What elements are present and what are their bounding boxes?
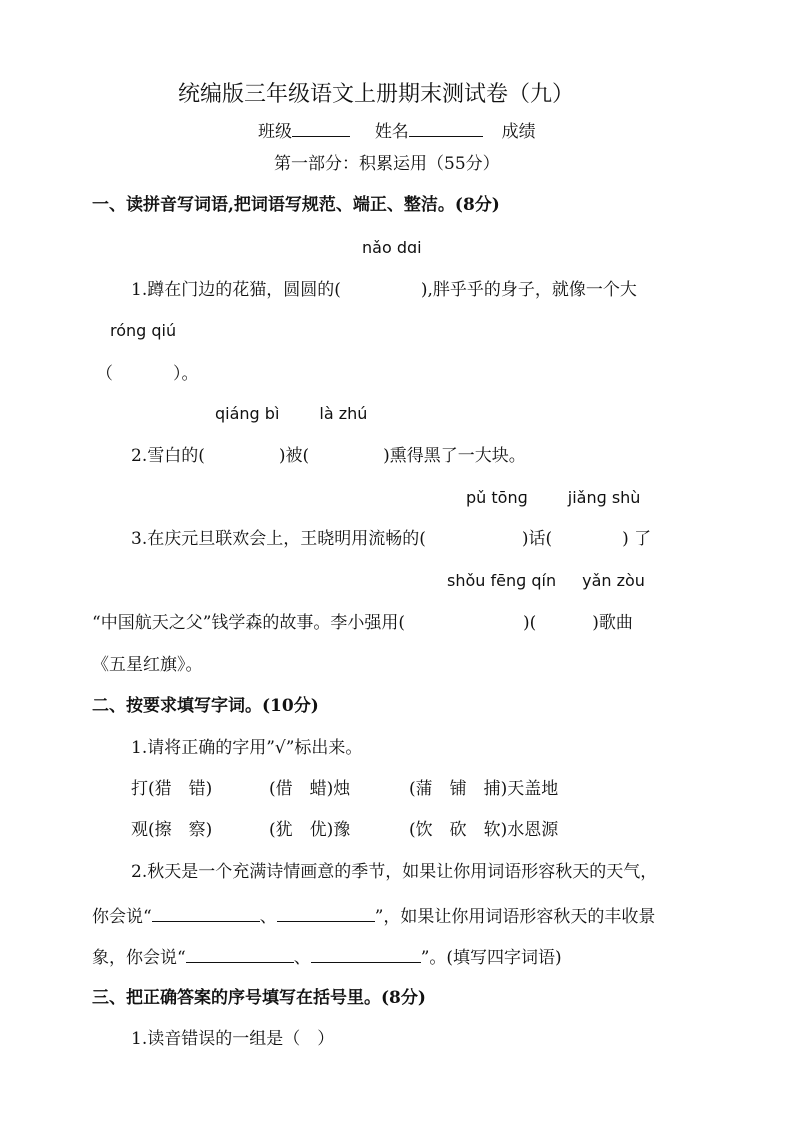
section1-heading: 一、读拼音写词语,把词语写规范、端正、整洁。(8分) bbox=[92, 195, 500, 215]
q2-2-text-d: ”。(填写四字词语) bbox=[420, 948, 562, 968]
class-label: 班级 bbox=[258, 122, 292, 142]
question-1-3-line2 bbox=[92, 611, 633, 635]
q2-2-text-a: 你会说“ bbox=[92, 907, 152, 927]
pinyin-rongqiu: róng qiú bbox=[110, 321, 177, 340]
q2-2-text-c: 象，你会说“ bbox=[92, 948, 186, 968]
pinyin-qiangbi: qiáng bì bbox=[215, 404, 280, 423]
pinyin-shoufengqin: shǒu fēnɡ qín bbox=[447, 571, 557, 590]
name-label: 姓名 bbox=[374, 122, 409, 142]
name-blank[interactable] bbox=[409, 118, 483, 137]
pinyin-row-4 bbox=[447, 570, 645, 592]
section2-heading: 二、按要求填写字词。(10分) bbox=[92, 696, 319, 716]
q3-text-f: )歌曲 bbox=[592, 613, 633, 633]
answer-blank-10[interactable] bbox=[277, 903, 375, 922]
separator: 、 bbox=[259, 907, 277, 927]
pinyin-naodai: nǎo dɑi bbox=[362, 238, 422, 257]
q2-2-text-b: ”，如果让你用词语形容秋天的丰收景 bbox=[374, 907, 656, 927]
choice-item[interactable]: 观(擦 察) bbox=[131, 820, 213, 840]
question-2-2: 2.秋天是一个充满诗情画意的季节，如果让你用词语形容秋天的天气， bbox=[131, 862, 658, 882]
answer-blank-9[interactable] bbox=[152, 903, 260, 922]
choice-row-2 bbox=[131, 818, 558, 842]
answer-blank-11[interactable] bbox=[186, 944, 294, 963]
separator: 、 bbox=[293, 948, 311, 968]
q1-text-b: ),胖乎乎的身子，就像一个大 bbox=[420, 280, 637, 300]
q3-text-c: ) 了 bbox=[622, 529, 652, 549]
q3-text-d: “中国航天之父”钱学森的故事。李小强用( bbox=[92, 613, 406, 633]
class-blank[interactable] bbox=[292, 118, 350, 137]
question-1-2 bbox=[131, 444, 526, 468]
pinyin-putong: pǔ tōnɡ bbox=[466, 488, 528, 507]
q3-text-e: )( bbox=[523, 613, 537, 633]
question-2-2-line3 bbox=[92, 944, 562, 970]
q3-text-b: )话( bbox=[521, 529, 553, 549]
q2-text-c: )熏得黑了一大块。 bbox=[383, 446, 526, 466]
student-info-row bbox=[258, 118, 536, 144]
choice-row-1 bbox=[131, 777, 558, 801]
part-heading: 第一部分：积累运用（55分） bbox=[274, 154, 500, 174]
pinyin-jiangshu: jiǎnɡ shù bbox=[567, 488, 641, 507]
pinyin-lazhu: là zhú bbox=[319, 404, 368, 423]
pinyin-row-3 bbox=[466, 487, 640, 509]
choice-item[interactable]: (蒲 铺 捕)天盖地 bbox=[409, 779, 559, 799]
question-1-1 bbox=[131, 278, 637, 302]
question-3-1: 1.读音错误的一组是（ ） bbox=[131, 1029, 335, 1049]
choice-item[interactable]: (借 蜡)烛 bbox=[269, 779, 351, 799]
choice-item[interactable]: 打(猎 错) bbox=[131, 779, 213, 799]
question-1-3 bbox=[131, 527, 651, 551]
paren-close: ）。 bbox=[173, 364, 199, 384]
choice-item[interactable]: (犹 优)豫 bbox=[269, 820, 351, 840]
score-label: 成绩 bbox=[501, 122, 536, 142]
page-title: 统编版三年级语文上册期末测试卷（九） bbox=[178, 82, 575, 107]
question-1-1-line2 bbox=[96, 362, 199, 386]
q2-text-b: )被( bbox=[278, 446, 310, 466]
question-1-3-line3: 《五星红旗》。 bbox=[92, 655, 203, 675]
question-2-1: 1.请将正确的字用”√”标出来。 bbox=[131, 738, 363, 758]
question-2-2-line2 bbox=[92, 903, 655, 929]
section3-heading: 三、把正确答案的序号填写在括号里。(8分) bbox=[92, 988, 426, 1008]
paren-open: （ bbox=[96, 364, 113, 384]
choice-item[interactable]: (饮 砍 软)水恩源 bbox=[409, 820, 559, 840]
q3-text-a: 3.在庆元旦联欢会上，王晓明用流畅的( bbox=[131, 529, 426, 549]
q2-text-a: 2.雪白的( bbox=[131, 446, 205, 466]
answer-blank-12[interactable] bbox=[311, 944, 421, 963]
pinyin-yanzou: yǎn zòu bbox=[582, 571, 645, 590]
q1-text-a: 1.蹲在门边的花猫，圆圆的( bbox=[131, 280, 341, 300]
pinyin-row-2 bbox=[215, 403, 367, 425]
